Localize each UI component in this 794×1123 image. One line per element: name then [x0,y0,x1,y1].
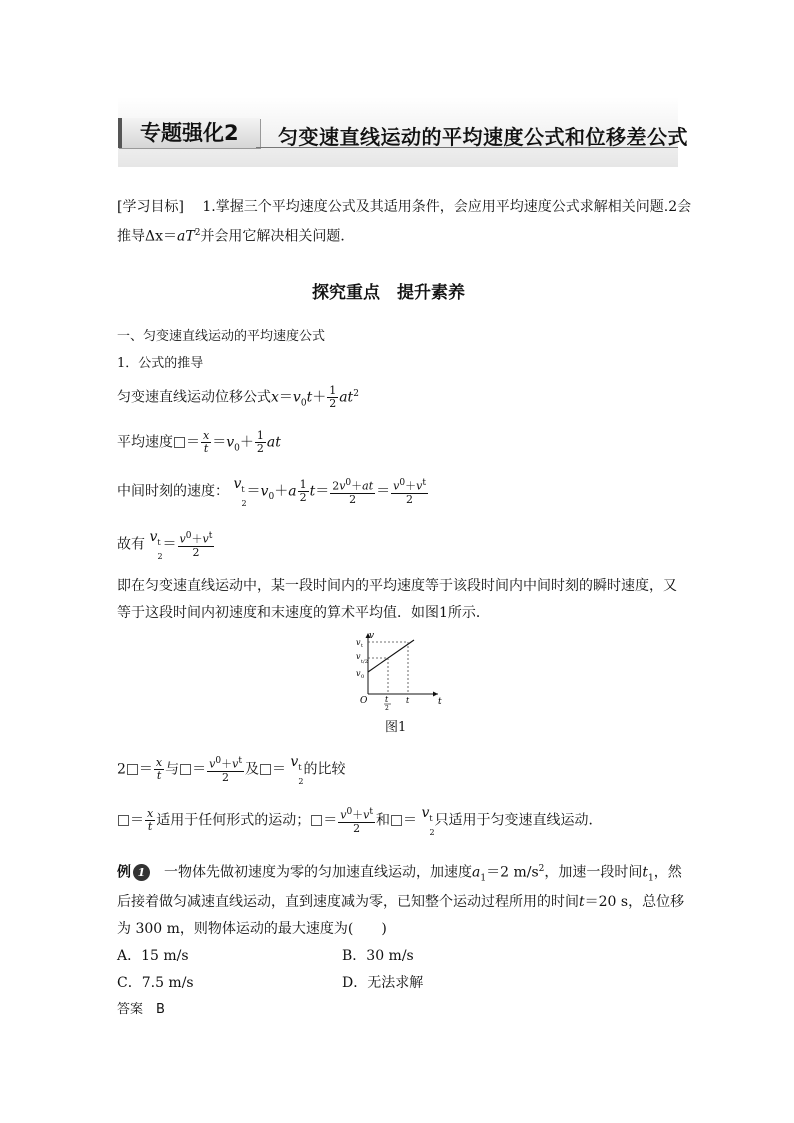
comparison-general: 适用于任何形式的运动； [156,812,311,829]
comparison-uniform: 只适用于匀变速直线运动． [434,812,603,829]
tick-full-label: t [406,696,410,705]
example-text-1d: ，然 [653,864,682,881]
objectives-label: [学习目标] [117,199,184,215]
sub2-prefix: 2 [117,761,126,778]
velocity-line [368,640,414,672]
paragraph-line-2: 等于这段时间内初速度和末速度的算术平均值．如图1所示． [117,605,490,621]
tick-half-label: t [385,695,389,704]
option-a: A．15 m/s [117,948,189,964]
option-b: B．30 m/s [342,948,414,964]
formula-average-velocity: 平均速度 ＝ $\frac{x}{t}$ $=v_0+$ $\frac{1}{2}$ at [117,429,281,455]
example-text-1b: ＝2 m/s [486,864,539,881]
vt-label: v [356,638,361,647]
answer: 答案 B [117,1002,165,1017]
comparison-line: ＝ $\frac{x}{t}$ 适用于任何形式的运动； ＝ $\frac{v^0+v^t}{2}$ 和 ＝ $v_t$ 2 只适用于匀变速直线运动． [117,806,603,840]
objectives-line-1 [117,197,691,217]
example-number-badge: 1 [133,864,150,881]
formula-mid-velocity: 中间时刻的速度： $v_t$ 2 $=v_0+a$ $\frac{1}{2}$ t＝ $\frac{2v^0+at}{2}$ ＝ $\frac{v^0+v^t}{2}$ [117,476,426,508]
option-c: C．7.5 m/s [117,975,194,991]
svg-text:t: t [361,643,364,649]
vbar-symbol [174,437,185,448]
page-title: 匀变速直线运动的平均速度公式和位移差公式 [278,125,688,149]
formula-conclusion: 故有 $v_t$ 2 ＝ $\frac{v^0+v^t}{2}$ [117,529,213,561]
vmid-label: v [356,652,361,661]
part1-sub1: 1．公式的推导 [117,356,204,371]
topic-tag: 专题强化2 [140,121,239,145]
example-text-1: 一物体先做初速度为零的匀加速直线运动，加速度 [164,864,472,881]
objectives-formula: aT [177,228,195,245]
option-d: D．无法求解 [342,975,424,991]
axis-v-label: v [369,631,375,641]
sub2-suffix: 的比较 [303,761,346,778]
objectives-line-2: 推导$\Delta x=aT^2$并会用它解决相关问题． [117,228,355,245]
svg-text:2: 2 [385,705,389,710]
formula-displacement: 匀变速直线运动位移公式$x=v_0t+$ $\frac{1}{2}$ $at^2$ [117,384,359,411]
figure-1-vt-graph [350,628,450,710]
t-axis-arrow [433,692,438,697]
origin-label: O [360,696,368,706]
formula-conclusion-label: 故有 [117,536,145,553]
sub2-mid: 与 [165,761,180,778]
axis-t-label: t [438,697,442,707]
svg-text:t/2: t/2 [361,659,368,665]
objectives-prefix: 推导Δx＝ [117,228,178,245]
sub2-and: 及 [244,761,259,778]
section-heading: 探究重点 提升素养 [312,283,465,303]
figure-caption: 图1 [385,720,407,735]
example-text-1c: ，加速一段时间 [544,864,643,881]
paragraph-line-1: 即在匀变速直线运动中，某一段时间内的平均速度等于该段时间内中间时刻的瞬时速度，又 [117,578,677,594]
formula-average-label: 平均速度 [117,434,173,451]
example-label: 例 [117,864,131,881]
formula-mid-label: 中间时刻的速度： [117,483,229,500]
objectives-text-1: 1.掌握三个平均速度公式及其适用条件，会应用平均速度公式求解相关问题.2会 [202,199,692,215]
example-line-2: 后接着做匀减速直线运动，直到速度减为零，已知整个运动过程所用的时间t＝20 s，总位移 [117,894,685,910]
formula-displacement-label: 匀变速直线运动位移公式 [117,389,271,406]
example-text-2b: ＝20 s，总位移 [584,894,685,910]
example-line-3: 为 300 m，则物体运动的最大速度为( ) [117,921,387,937]
objectives-suffix: 并会用它解决相关问题． [200,228,355,245]
v0-label: v [356,669,361,678]
comparison-and: 和 [376,812,391,829]
part1-sub2: 2 ＝ $\frac{x}{t}$ 与 ＝ $\frac{v^0+v^t}{2}$ 及 ＝ $v_t$ 2 的比较 [117,754,346,786]
example-text-2: 后接着做匀减速直线运动，直到速度减为零，已知整个运动过程所用的时间 [117,894,579,910]
example-line-1: 例 1 一物体先做初速度为零的匀加速直线运动，加速度$a_1=2$ $m/s^2$，加速一段时间$t_1$，然 [117,864,682,884]
svg-text:0: 0 [361,674,365,680]
part1-heading: 一、匀变速直线运动的平均速度公式 [117,329,326,344]
